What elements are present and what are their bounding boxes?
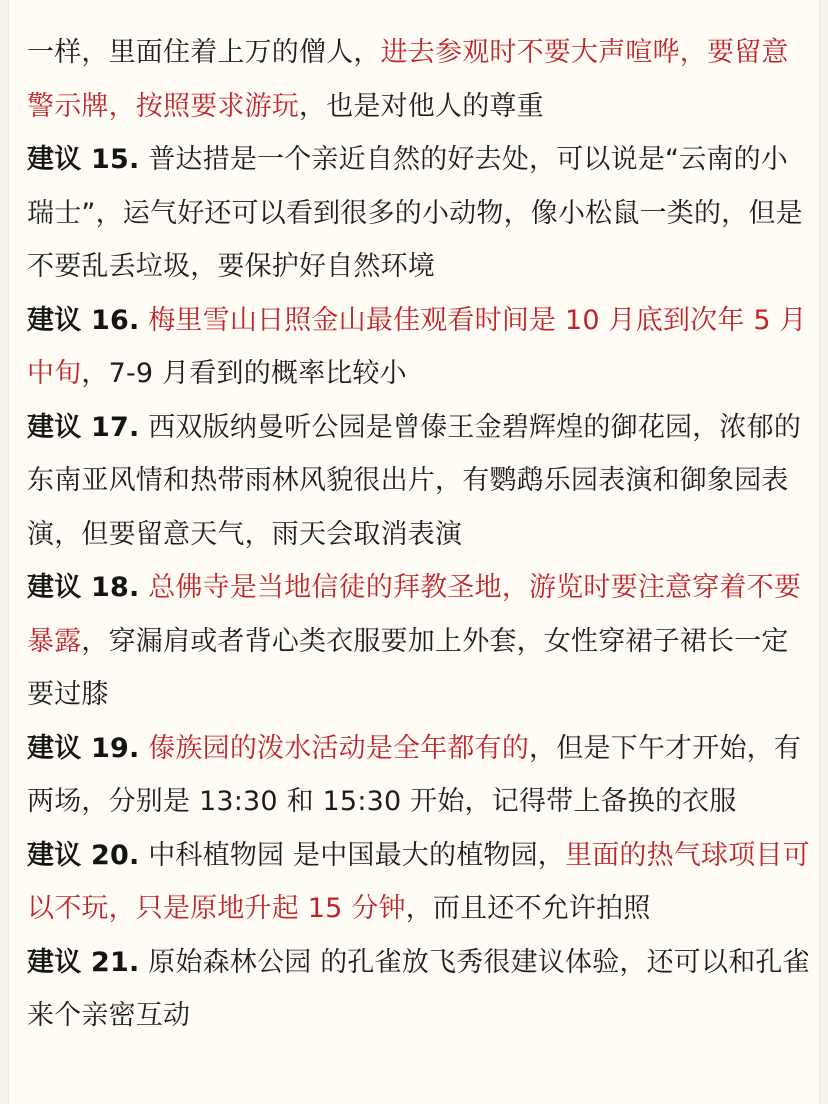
tip-paragraph — [27, 936, 813, 1043]
body-text: ，而且还不允许拍照 — [405, 893, 651, 924]
tip-number-label: 建议 19. — [27, 732, 140, 764]
highlighted-text: 梅里雪山日照金山最佳观看时间是 10 月底到次年 5 月中旬 — [27, 304, 807, 389]
tip-paragraph — [27, 829, 813, 936]
tip-paragraph — [27, 401, 813, 562]
highlighted-text: 傣族园的泼水活动是全年都有的 — [148, 732, 530, 764]
tip-paragraph — [27, 133, 813, 294]
body-text: ，穿漏肩或者背心类衣服要加上外套，女性穿裙子裙长一定要过膝 — [27, 625, 789, 710]
body-text: 西双版纳曼听公园是曾傣王金碧辉煌的御花园，浓郁的东南亚风情和热带雨林风貌很出片，有鹦鹉乐园表演和御象园表演，但要留意天气，雨天会取消表演 — [27, 411, 802, 550]
tip-paragraph — [27, 26, 813, 133]
highlighted-text: 里面的热气球项目可以不玩，只是原地升起 15 分钟 — [27, 839, 810, 924]
body-text — [139, 572, 148, 603]
tip-number-label: 建议 17. — [27, 411, 140, 443]
highlighted-text: 总佛寺是当地信徒的拜教圣地，游览时要注意穿着不要暴露 — [27, 572, 802, 657]
tip-number-label: 建议 15. — [27, 144, 140, 175]
body-text: ，也是对他人的尊重 — [299, 90, 544, 122]
tip-paragraph — [27, 722, 813, 829]
document-page — [8, 0, 820, 1104]
tip-number-label: 建议 20. — [27, 839, 140, 871]
body-text — [139, 733, 148, 764]
tip-number-label: 建议 21. — [27, 946, 140, 978]
body-text: ，但是下午才开始，有两场，分别是 13:30 和 15:30 开始，记得带上备换的衣服 — [27, 732, 802, 817]
body-text — [139, 305, 148, 336]
tip-number-label: 建议 18. — [27, 572, 140, 603]
body-text: 中科植物园 是中国最大的植物园， — [139, 839, 566, 871]
tip-number-label: 建议 16. — [27, 304, 140, 336]
body-text: ，7-9 月看到的概率比较小 — [81, 358, 407, 389]
body-text: 普达措是一个亲近自然的好去处，可以说是“云南的小瑞士”，运气好还可以看到很多的小动物，像小松鼠一类的，但是不要乱丢垃圾，要保护好自然环境 — [27, 144, 803, 282]
highlighted-text: 进去参观时不要大声喧哗，要留意警示牌，按照要求游玩 — [27, 37, 789, 122]
tips-list — [27, 26, 813, 1043]
body-text: 一样，里面住着上万的僧人， — [27, 37, 381, 68]
body-text: 原始森林公园 的孔雀放飞秀很建议体验，还可以和孔雀来个亲密互动 — [27, 946, 810, 1031]
tip-paragraph — [27, 561, 813, 722]
tip-paragraph — [27, 294, 813, 401]
